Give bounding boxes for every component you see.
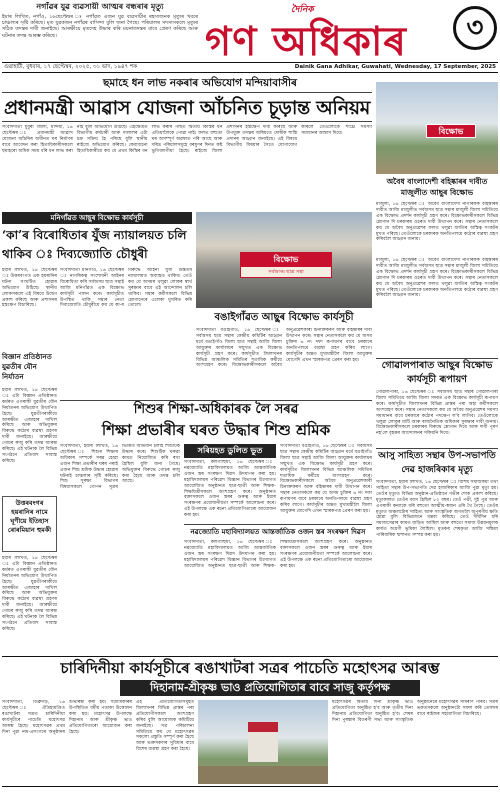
box-body-right: সংবাদদাতা বঙাইগাঁও, ১৬ ছেপ্টেম্বৰ ঃ সৰ্বঅসম ছাত্ৰ সন্থাৰ কেন্দ্ৰীয় কমিটিৰ আহ্বান মৰ্মে বঙাইগাঁও জিলা ছাত্ৰ সন্থাই আজি জিলা আয়ুক্তৰ কাৰ্যালয়ৰ সন্মুখত এক বিক্ষোভ কাৰ্যসূচী গ্ৰহণ কৰে। কাৰ্যসূচীত জিলাখনৰ বিভিন্ন আঞ্চলিক সমিতিৰ শতাধিক কৰ্মীয়ে অংশগ্ৰহণ কৰে। বিক্ষোভকাৰীসকলে অবৈধ অনুপ্ৰৱেশকাৰী চিনাক্তকৰণ আৰু বহিষ্কাৰৰ দাবী উত্থাপন কৰে। সন্থাৰ নেতাসকলে কয় যে অসম চুক্তিৰ ৬ নং দফা ৰূপায়ণৰ বাবে চৰকাৰে অনতিপলমে ব্যৱস্থা গ্ৰহণ কৰিব লাগে। কাৰ্যসূচীৰ অন্তত মুখ্যমন্ত্ৰীলৈ জিলা আয়ুক্তৰ যোগেদি এখন স্মাৰকপত্ৰ প্ৰেৰণ কৰা হয়। [280,444,372,514]
box-label: সৰিয়হত ডুলিত ভুত [184,444,276,458]
manigaon-body: সংবাদদাতা মনিগাঁও, ১৬ ছেপ্টেম্বৰ ঃ নাগৰিকত্ব সংশোধনী আইনৰ বিৰোধিতা কৰি সৰ্বঅসম ছাত্ৰ সন্থাই আজি মনিগাঁৱত এক বিক্ষোভ কাৰ্যসূচী পালন কৰে। কাৰ্যসূচীত উপস্থিত থাকি সন্থাৰ নেতা দিব্যজ্যোতি চৌধুৰীয়ে কয় যে কা-ৰ বিৰুদ্ধে আইনী যুঁজ উচ্চতম ন্যায়ালয়ত অব্যাহত থাকিব। তেওঁ কয় যে অসমৰ থলুৱা লোকৰ স্বাৰ্থ সুৰক্ষাৰ বাবে এই আন্দোলন চলি থাকিব। সন্থাৰ কৰ্মীসকলে বিভিন্ন শ্লোগানেৰে এলেকা মুখৰিত কৰি তোলে। [60,268,192,309]
manigaon-label: মনিগাঁৱত আছুৰ বিক্ষোভ কাৰ্যসূচী [2,212,192,224]
dateline-english: Dainik Gana Adhikar, Guwahati, Wednesday, 17 September, 2025 [294,64,496,70]
ozone-headline: নৱজ্যোতি মহাবিদ্যালয়ত আন্তৰ্জাতিক ওজন স্তৰ সংৰক্ষণ দিৱস [184,524,372,538]
satra-body-right: মহোৎসৱৰ দ্বিতীয় দিনা শ্ৰীকৃষ্ণ ভাও প্ৰতিযোগিতা অনুষ্ঠিত হ'ব আৰু তৃতীয় দিনা দিহানাম প্ৰতিযোগিতা অনুষ্ঠিত হ'ব। শেষৰ দিনা পুৰস্কাৰ বিতৰণী সভা আৰু সাংস্কৃতিক অনুষ্ঠানেৰে মহোৎসৱৰ সামৰণি পৰিব। সত্ৰৰ ভকতসকলে অনুষ্ঠানটো সফল কৰি তোলাৰ বাবে ৰাইজৰ সহযোগিতা বিচাৰিছে। [332,700,498,723]
lead-body: সংবাদদাতা ধুবুৰী জিলা, মন্দিয়া, ১৬ ছেপ্টেম্বৰ ঃ প্ৰধানমন্ত্ৰী আৱাস যোজনা আঁচনিৰ অধীনত ঘৰ নিৰ্মাণৰ বাবে আবেদন কৰা হিতাধিকাৰীসকলে ছমাহৰো অধিক সময় ধৰি ধন লাভ কৰা নাই বুলি অভিযোগ উঠিছে। এইক্ষেত্ৰত বিভাগীয় কৰ্মচাৰী আৰু দালালৰ এটা চক্ৰ সক্ৰিয় হৈ পৰিছে বুলি স্থানীয় ৰাইজে অভিযোগ কৰিছে। কেবাজনো হিতাধিকাৰীয়ে কয় যে প্ৰথম কিস্তিৰ ধন লাভ কৰাৰ পাছত দ্বিতীয় কিস্তিৰ ধন এতিয়ালৈকে পোৱা নাই। ফলত বহুতো ঘৰ অসম্পূৰ্ণ অৱস্থাত পৰি আছে আৰু দৰিদ্ৰ পৰিয়ালসমূহে বৰষুণৰ দিনত কষ্ট ভুগিবলগীয়া হৈছে। ৰাইজে জিলা প্ৰশাসনৰ হস্তক্ষেপ দাবী কৰিছে আৰু উপযুক্ত তদন্তৰ জৰিয়তে দোষীক শাস্তি প্ৰদানৰ আহ্বান জনাইছে। এই বিষয়ে বিভাগীয় বিষয়াৰ সৈতে যোগাযোগ কৰিলে তেওঁলোকে শীঘ্ৰে সমস্যা সমাধানৰ আশ্বাস দিয়ে। [2,125,372,154]
satra-subheadline: দিহানাম-শ্ৰীকৃষ্ণ ভাও প্ৰতিযোগিতাৰ বাবে সাজু কৰ্তৃপক্ষ [120,680,420,696]
lead-kicker: ছমাহে ধন লাভ নকৰাৰ অভিযোগ মন্দিয়াবাসীৰ [103,77,297,89]
right-mid-body-top: মাজুলী, ১৬ ছেপ্টেম্বৰ ঃ অবৈধ বাংলাদেশী নাগৰিকক বহিষ্কাৰৰ দাবীত আজি মাজুলীত সৰ্বঅসম ছাত্ৰ সন্থাৰ মাজুলী জিলা সমিতিয়ে এক বিক্ষোভ প্ৰদৰ্শন কাৰ্যসূচী গ্ৰহণ কৰে। বিক্ষোভকাৰীসকলে বিভিন্ন শ্লোগান দি চৰকাৰৰ ওচৰত দাবী উত্থাপন কৰে। সন্থাৰ নেতাসকলে কয় যে অবৈধ অনুপ্ৰৱেশৰ ফলত থলুৱা জাতিৰ অস্তিত্ব সংকটৰ মুখত পৰিছে। তেওঁলোকে চৰকাৰক অনতিপলমে কঠোৰ ব্যৱস্থা গ্ৰহণ কৰিবলৈ আহ্বান জনায়। [376,258,498,299]
newspaper-logo [199,0,449,60]
protest-banner-sub: সৰ্বঅসম ছাত্ৰ সন্থা [268,269,304,275]
manigaon-headline: ‘কা’ৰ বিৰোধিতাৰ যুঁজ ন্যায়ালয়ত চলি থাকিব ঃ দিব্যজ্যোতি চৌধুৰী [2,228,187,261]
majuli-body: মাজুলী, ১৬ ছেপ্টেম্বৰ ঃ অবৈধ বাংলাদেশী নাগৰিকক বহিষ্কাৰৰ দাবীত আজি মাজুলীত সৰ্বঅসম ছাত্ৰ সন্থাৰ মাজুলী জিলা সমিতিয়ে এক বিক্ষোভ প্ৰদৰ্শন কাৰ্যসূচী গ্ৰহণ কৰে। বিক্ষোভকাৰীসকলে বিভিন্ন শ্লোগান দি চৰকাৰৰ ওচৰত দাবী উত্থাপন কৰে। সন্থাৰ নেতাসকলে কয় যে অবৈধ অনুপ্ৰৱেশৰ ফলত থলুৱা জাতিৰ অস্তিত্ব সংকটৰ মুখত পৰিছে। তেওঁলোকে চৰকাৰক অনতিপলমে কঠোৰ ব্যৱস্থা গ্ৰহণ কৰিবলৈ আহ্বান জনায়। [376,202,498,243]
satra-ground [198,766,328,784]
satra-building [248,722,278,762]
child-headline-line1: শিশুৰ শিক্ষা-অধিকাৰক লৈ সৰৱ [133,402,299,417]
brief-text: ইয়াৰ লিখিত, নগাঁও, ১৬ছেপ্টেম্বৰ ঃ নগাঁৱত এজন যুৱ ব্যৱসায়ীৰ ৰহস্যজনক মৃত্যুৰ খবৰে চাঞ্চল্যৰ সৃষ্টি কৰিছে। মৃত যুৱকজন নগাঁৱৰ বাসিন্দা বুলি জনা গৈছে। পৰিয়ালৰ সদস্যসকলে মৃত্যুৰ সঠিক তদন্তৰ দাবী জনাইছে। আৰক্ষীয়ে মৃতদেহ উদ্ধাৰ কৰি ময়নাতদন্তৰ বাবে প্ৰেৰণ কৰিছে আৰু ঘটনাৰ তদন্ত আৰম্ভ কৰিছে। [2,14,198,39]
hazarika-headline: আসু সাহিত্য সন্থাৰ উপ-সভাপতি দেৱ হাজৰিকাৰ মৃত্যু [376,448,498,478]
satra-body-left: সংবাদদাতা, ডিব্ৰুগড়, ১৬ ছেপ্টেম্বৰ ঃ ঐতিহ্যমণ্ডিত ৰঙাখাটৰা সত্ৰত চাৰিদিনীয়া কাৰ্যসূচীৰে পাচেতি মহোৎসৱ আৰম্ভ হৈছে। মহোৎসৱৰ প্ৰথম দিনা পুৱা নাম-প্ৰসংগৰে অনুষ্ঠানৰ শুভাৰম্ভ কৰা হয়। সত্ৰাধিকাৰৰ উপস্থিতিত ধৰ্মীয় পতাকা উত্তোলন কৰা হয়। মহোৎসৱ উপলক্ষে দিহানাম আৰু শ্ৰীকৃষ্ণ ভাও প্ৰতিযোগিতাৰো আয়োজন কৰা হৈছে। [2,700,132,735]
bongaigaon-body: সংবাদদাতা বঙাইগাঁও, ১৬ ছেপ্টেম্বৰ ঃ সৰ্বঅসম ছাত্ৰ সন্থাৰ কেন্দ্ৰীয় কমিটিৰ আহ্বান মৰ্মে বঙাইগাঁও জিলা ছাত্ৰ সন্থাই আজি জিলা আয়ুক্তৰ কাৰ্যালয়ৰ সন্মুখত এক বিক্ষোভ কাৰ্যসূচী গ্ৰহণ কৰে। কাৰ্যসূচীত জিলাখনৰ বিভিন্ন আঞ্চলিক সমিতিৰ শতাধিক কৰ্মীয়ে অংশগ্ৰহণ কৰে। বিক্ষোভকাৰীসকলে অবৈধ অনুপ্ৰৱেশকাৰী চিনাক্তকৰণ আৰু বহিষ্কাৰৰ দাবী উত্থাপন কৰে। সন্থাৰ নেতাসকলে কয় যে অসম চুক্তিৰ ৬ নং দফা ৰূপায়ণৰ বাবে চৰকাৰে অনতিপলমে ব্যৱস্থা গ্ৰহণ কৰিব লাগে। কাৰ্যসূচীৰ অন্তত মুখ্যমন্ত্ৰীলৈ জিলা আয়ুক্তৰ যোগেদি এখন স্মাৰকপত্ৰ প্ৰেৰণ কৰা হয়। [196,328,372,369]
logo-dainik: দৈনিক [291,5,314,15]
protest-banner [240,252,332,278]
leftcol-body-1: ইয়াৰ লিখিত, ১৬ ছেপ্টেম্বৰ ঃ এটা বিজ্ঞান প্ৰতিষ্ঠানত কৰ্মৰত এগৰাকী যুৱতীৰ যৌন নিৰ্যাতনৰ অভিযোগ উত্থাপিত হৈছে। যুৱতীগৰাকীয়ে আৰক্ষীত এজাহাৰ দাখিল কৰিছে আৰু অভিযুক্তৰ বিৰুদ্ধে কঠোৰ ব্যৱস্থা গ্ৰহণৰ দাবী জনাইছে। আৰক্ষীয়ে গোচৰ ৰুজু কৰি তদন্ত আৰম্ভ কৰিছে। এই ঘটনাক লৈ বিভিন্ন সংগঠনে প্ৰতিবাদ সাব্যস্ত কৰিছে। [2,388,57,464]
child-headline [60,400,372,440]
dateline [2,62,498,73]
leftcol-body-2: ইয়াৰ লিখিত, ১৬ ছেপ্টেম্বৰ ঃ এটা বিজ্ঞান প্ৰতিষ্ঠানত কৰ্মৰত এগৰাকী যুৱতীৰ যৌন নিৰ্যাতনৰ অভিযোগ উত্থাপিত হৈছে। যুৱতীগৰাকীয়ে আৰক্ষীত এজাহাৰ দাখিল কৰিছে আৰু অভিযুক্তৰ বিৰুদ্ধে কঠোৰ ব্যৱস্থা গ্ৰহণৰ দাবী জনাইছে। আৰক্ষীয়ে গোচৰ ৰুজু কৰি তদন্ত আৰম্ভ কৰিছে। এই ঘটনাক লৈ বিভিন্ন সংগঠনে প্ৰতিবাদ সাব্যস্ত কৰিছে। [2,556,57,632]
goalpara-headline: গোৱালপাৰাত আছুৰ বিক্ষোভ কাৰ্যসূচী ৰূপায়ণ [376,358,498,388]
dateline-local: গুৱাহাটী, বুধবাৰ, ১৭ ছেপ্টেম্বৰ, ২০২৫, ৩১ ভাদ, ১৯৪৭ শক [4,64,138,70]
footer-rule [2,786,498,787]
satra-headline: চাৰিদিনীয়া কাৰ্যসূচীৰে ৰঙাখাটৰা সত্ৰৰ পাচেতি মহোৎসৱ আৰম্ভ [2,656,498,678]
leftcol-intro: ইয়াৰ লিখিত, ১৬ ছেপ্টেম্বৰ ঃ উত্তৰবংগত এক হয়ৰানিৰ ঘটনা সংঘটিত হোৱাৰ অভিযোগ উঠিছে। স্থানীয় লোকসকলে এই বিষয়ে উদ্বেগ প্ৰকাশ কৰিছে আৰু প্ৰশাসনৰ হস্তক্ষেপ বিচাৰিছে। [2,268,57,309]
bongaigaon-protest-photo [196,212,372,308]
ozone-body: সংবাদদাতা, কলগাছিয়া, ১৬ ছেপ্টেম্বৰ ঃ নৱজ্যোতি মহাবিদ্যালয়ত আজি আন্তৰ্জাতিক ওজন স্তৰ সংৰক্ষণ দিৱস উদযাপন কৰা হয়। মহাবিদ্যালয়ৰ পৰিৱেশ বিজ্ঞান বিভাগৰ উদ্যোগত আয়োজিত অনুষ্ঠানত ছাত্ৰ-ছাত্ৰী আৰু শিক্ষক-শিক্ষয়িত্ৰীসকলে অংশগ্ৰহণ কৰে। অনুষ্ঠানত বক্তাসকলে ওজন স্তৰৰ গুৰুত্ব আৰু ইয়াৰ সংৰক্ষণৰ প্ৰয়োজনীয়তা সম্পৰ্কে আলোচনা কৰে। এই উপলক্ষে এক ৰচনা প্ৰতিযোগিতাৰো আয়োজন কৰা হয়। [184,540,372,569]
satra-photo [198,700,328,784]
page-number: ৩ [453,6,497,50]
hazarika-body: সংবাদদাতা, ইয়াৰ লিখিত, ১৬ ছেপ্টেম্বৰ ঃ বিশিষ্ট সমাজকৰ্মী তথা সাহিত্য সন্থাৰ উপ-সভাপতি দেৱ হাজৰিকাৰ আজি পুৱা মৃত্যু হয়। তেওঁৰ মৃত্যুত বিভিন্ন অনুষ্ঠান-প্ৰতিষ্ঠানে গভীৰ শোক প্ৰকাশ কৰিছে। মৃত্যুকালত তেওঁৰ বয়স হৈছিল ৮২ বছৰ। তেওঁ পত্নী, দুই পুত্ৰ আৰু এগৰাকী কন্যাকে ধৰি বহুতো আত্মীয়-স্বজন এৰি থৈ গৈছে। তেওঁৰ মৃত্যুত অঞ্চলটোৰ সাহিত্য আৰু সাংস্কৃতিক জগতলৈ অপূৰণীয় ক্ষতি হোৱা বুলি বিভিন্নজনে মন্তব্য কৰিছে। তেওঁ দীৰ্ঘদিন ধৰি সমাজসেৱাৰ কামত জড়িত আছিল আৰু বহুতো সমাজ উন্নয়নমূলক কাৰ্যত অগ্ৰণী ভূমিকা লৈছিল। মৃতকৰ শেষকৃত্য আজি সন্ধিয়া পাৰিবাৰিক শ্মশানত সম্পন্ন কৰা হয়। [376,480,498,539]
box-body: সংবাদদাতা, কলগাছিয়া, ১৬ ছেপ্টেম্বৰ ঃ নৱজ্যোতি মহাবিদ্যালয়ত আজি আন্তৰ্জাতিক ওজন স্তৰ সংৰক্ষণ দিৱস উদযাপন কৰা হয়। মহাবিদ্যালয়ৰ পৰিৱেশ বিজ্ঞান বিভাগৰ উদ্যোগত আয়োজিত অনুষ্ঠানত ছাত্ৰ-ছাত্ৰী আৰু শিক্ষক-শিক্ষয়িত্ৰীসকলে অংশগ্ৰহণ কৰে। অনুষ্ঠানত বক্তাসকলে ওজন স্তৰৰ গুৰুত্ব আৰু ইয়াৰ সংৰক্ষণৰ প্ৰয়োজনীয়তা সম্পৰ্কে আলোচনা কৰে। এই উপলক্ষে এক ৰচনা প্ৰতিযোগিতাৰো আয়োজন কৰা হয়। [184,460,276,519]
majuli-protest-photo [376,82,498,174]
protest-banner-title: বিক্ষোভ [241,253,331,267]
leftcol-headline-2: উত্তৰবংগৰ হয়ৰানিৰ নামে ঘূণীয়ে ইতিহাস ৰোৰমিয়ান হুমকী [2,496,57,552]
satra-body-mid: এই প্ৰতিযোগিতাসমূহত জিলাখনৰ বিভিন্ন প্ৰান্তৰ পৰা প্ৰতিযোগীসকলে অংশগ্ৰহণ কৰিব বুলি আয়োজক কমিটিয়ে জনাইছে। সত্ৰ পৰিচালনা সমিতিয়ে কয় যে মহোৎসৱৰ সকলো প্ৰস্তুতি সম্পূৰ্ণ কৰা হৈছে আৰু ভক্তসকলৰ সুবিধাৰ বাবে বিশেষ ব্যৱস্থা গ্ৰহণ কৰা হৈছে। [136,700,194,753]
photo-banner: বিক্ষোভ [426,124,476,138]
child-headline-line2: শিক্ষা প্ৰভাৰীৰ ঘৰত উদ্ধাৰ শিশু শ্ৰমিক [101,421,331,439]
majuli-headline: অবৈধ বাংলাদেশী বহিষ্কাৰৰ দাবীত মাজুলীত আছুৰ বিক্ষোভ [386,177,488,197]
child-body: সংবাদদাতা, ইয়াৰ লিখিত, ১৬ ছেপ্টেম্বৰ ঃ শিশুৰ শিক্ষাৰ অধিকাৰ সম্পৰ্কে সৰৱ হোৱা এজন শিক্ষা প্ৰভাৰীৰ ঘৰৰ পৰাই এজন শিশু শ্ৰমিক উদ্ধাৰ হোৱাৰ ঘটনাই চাঞ্চল্যৰ সৃষ্টি কৰিছে। শিশু সুৰক্ষা বিভাগৰ বিষয়াসকলে গোপন সূত্ৰৰ ভিত্তিত অভিযান চলাই শিশুটিক উদ্ধাৰ কৰে। শিশুটিক ঘৰুৱা কামত নিয়োজিত কৰি ৰখা হৈছিল বুলি জনা গৈছে। অভিযুক্তৰ বিৰুদ্ধে গোচৰ ৰুজু কৰা হৈছে আৰু তদন্ত চলি আছে। [60,444,180,491]
bongaigaon-headline: বঙাইগাঁৱত আছুৰ বিক্ষোভ কাৰ্যসূচী [214,312,354,323]
lead-headline: প্ৰধানমন্ত্ৰী আৱাস যোজনা আঁচনিত চূড়ান্ত অনিয়ম [2,92,372,122]
logo-name: গণ অধিকাৰ [205,18,407,60]
goalpara-body: গোৱালপাৰা, ১৬ ছেপ্টেম্বৰ ঃ সৰ্বঅসম ছাত্ৰ সন্থাৰ গোৱালপাৰা জিলা সমিতিয়ে আজি জিলা সদৰত এক বিক্ষোভ কাৰ্যসূচী ৰূপায়ণ কৰে। কাৰ্যসূচীত জিলাখনৰ বিভিন্ন প্ৰান্তৰ পৰা অহা কৰ্মীসকলে অংশগ্ৰহণ কৰে। সন্থাৰ নেতাসকলে কয় যে অবৈধ অনুপ্ৰৱেশৰ সমস্যা সমাধানৰ বাবে চৰকাৰে কঠোৰ পদক্ষেপ ল'ব লাগিব। তেওঁলোকে থলুৱা লোকৰ মাটি আৰু ৰাজনৈতিক অধিকাৰ সুৰক্ষাৰ দাবী জনায়। বিক্ষোভকাৰীসকলে চৰকাৰৰ বিৰুদ্ধে শ্লোগান দিয়ে আৰু দাবী পূৰণ নহ'লে বৃহত্তৰ আন্দোলনৰ সকিয়নি দিয়ে। [376,390,498,437]
brief-headline: নগাঁৱৰ যুৱ ব্যৱসায়ী আত্মৰ বন্ধৰাৰ মৃত্যু [36,2,164,11]
masthead-left-brief [2,2,198,66]
leftcol-headline-1: বিজ্ঞান প্ৰতিষ্ঠানত যুৱতীৰ যৌন নিৰ্যাতন [2,353,52,381]
